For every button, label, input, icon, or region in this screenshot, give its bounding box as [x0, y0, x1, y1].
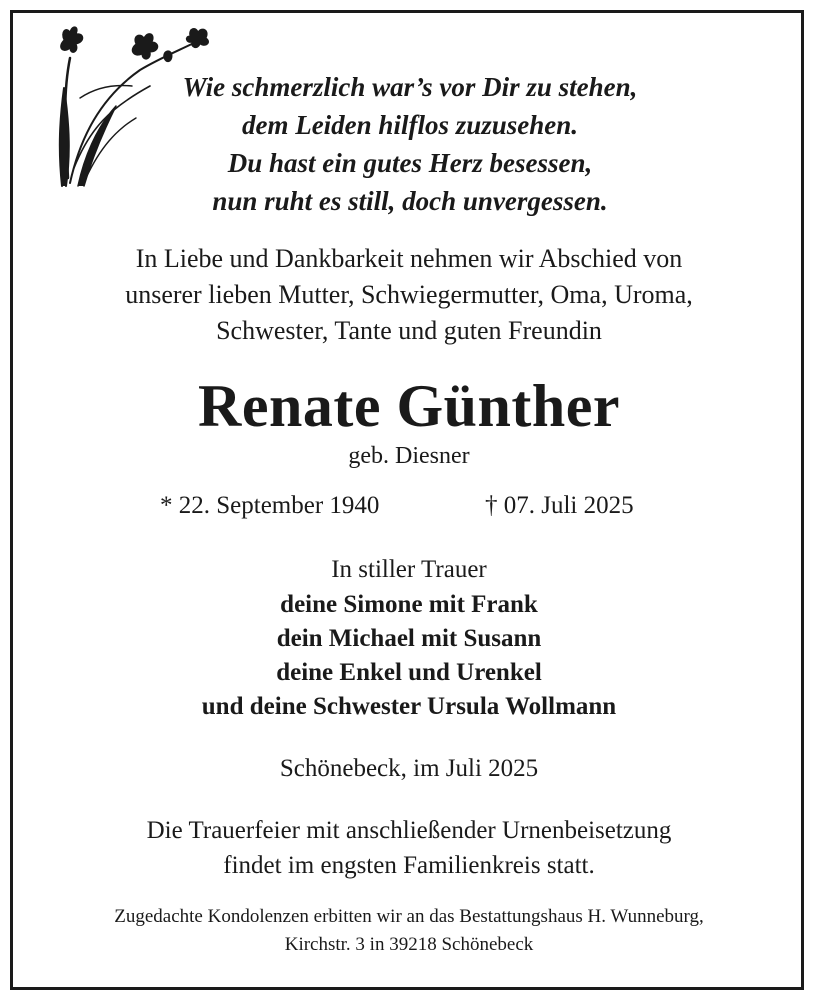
poem-line: Du hast ein gutes Herz besessen, [227, 148, 593, 178]
mourners-list [0, 588, 818, 724]
mourner-line: dein Michael mit Susann [276, 625, 542, 652]
place-date: Schönebeck, im Juli 2025 [279, 755, 539, 782]
poem-line: nun ruht es still, doch unvergessen. [212, 186, 608, 216]
mourning-heading: In stiller Trauer [331, 556, 487, 583]
deceased-name: Renate Günther [198, 373, 620, 439]
condolence-line: Zugedachte Kondolenzen erbitten wir an das Bestattungshaus H. Wunneburg, [114, 906, 704, 927]
intro-line: Schwester, Tante und guten Freundin [216, 316, 602, 345]
intro-line: unserer lieben Mutter, Schwiegermutter, Oma, Uroma, [125, 280, 693, 309]
poem [130, 68, 690, 220]
birth-date: * 22. September 1940 [160, 492, 380, 519]
condolence-notice [0, 903, 818, 959]
condolence-line: Kirchstr. 3 in 39218 Schönebeck [284, 934, 534, 955]
service-line: findet im engsten Familienkreis statt. [223, 852, 595, 879]
mourner-line: deine Enkel und Urenkel [276, 659, 542, 686]
service-notice [0, 813, 818, 883]
intro-line: In Liebe und Dankbarkeit nehmen wir Abschied von [135, 244, 683, 273]
intro-text [0, 241, 818, 349]
poem-line: Wie schmerzlich war’s vor Dir zu stehen, [182, 72, 638, 102]
mourner-line: und deine Schwester Ursula Wollmann [201, 693, 617, 720]
maiden-name: geb. Diesner [348, 443, 470, 469]
mourner-line: deine Simone mit Frank [280, 591, 538, 618]
poem-line: dem Leiden hilflos zuzusehen. [241, 110, 579, 140]
service-line: Die Trauerfeier mit anschließender Urnenbeisetzung [146, 817, 672, 844]
death-date: † 07. Juli 2025 [485, 492, 634, 519]
